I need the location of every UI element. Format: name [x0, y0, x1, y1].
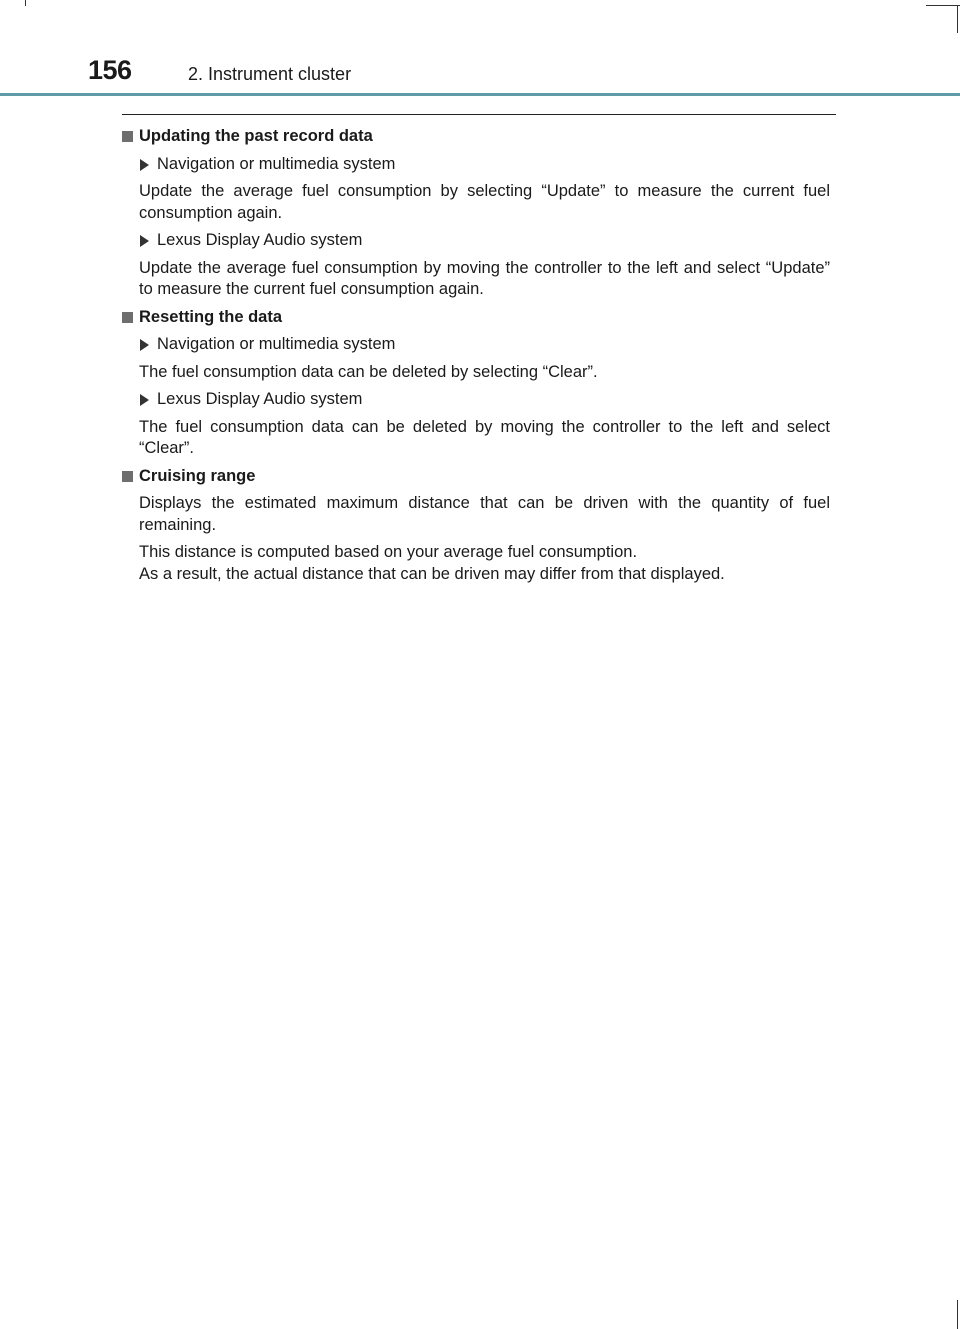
square-bullet-icon — [122, 131, 133, 142]
square-bullet-icon — [122, 471, 133, 482]
paragraph-line: As a result, the actual distance that can be driven may differ from that displayed. — [139, 564, 725, 583]
triangle-bullet-icon — [140, 235, 149, 247]
crop-mark-bottom-right-vertical — [957, 1300, 958, 1329]
subheading-navigation — [122, 154, 830, 176]
page-number: 156 — [88, 55, 132, 85]
section-heading-updating — [122, 126, 830, 148]
triangle-bullet-icon — [140, 339, 149, 351]
subheading-label: Lexus Display Audio system — [157, 390, 363, 408]
crop-mark-top-left-vertical — [25, 0, 26, 6]
section-heading-resetting — [122, 307, 830, 329]
paragraph: Update the average fuel consumption by moving the controller to the left and select “Update” to measure the current fuel consumption again. — [139, 258, 830, 298]
heading-label: Updating the past record data — [139, 127, 373, 145]
subheading-lexus-display-audio — [122, 389, 830, 411]
triangle-bullet-icon — [140, 159, 149, 171]
paragraph: The fuel consumption data can be deleted by moving the controller to the left and select “Clear”. — [139, 417, 830, 457]
paragraph: The fuel consumption data can be deleted by selecting “Clear”. — [139, 362, 598, 381]
square-bullet-icon — [122, 312, 133, 323]
subheading-label: Navigation or multimedia system — [157, 154, 396, 173]
subheading-lexus-display-audio — [122, 230, 830, 252]
heading-label: Resetting the data — [139, 307, 283, 326]
chapter-title: 2. Instrument cluster — [188, 64, 352, 84]
heading-label: Cruising range — [139, 466, 256, 485]
subheading-navigation — [122, 334, 830, 356]
paragraph: Update the average fuel consumption by selecting “Update” to measure the current fuel consumption again. — [139, 182, 830, 222]
section-divider — [122, 114, 836, 115]
section-heading-cruising-range — [122, 466, 830, 488]
paragraph: Displays the estimated maximum distance that can be driven with the quantity of fuel remaining. — [139, 494, 830, 534]
subheading-label: Lexus Display Audio system — [157, 231, 363, 249]
paragraph-line: This distance is computed based on your average fuel consumption. — [139, 543, 638, 561]
subheading-label: Navigation or multimedia system — [157, 335, 396, 353]
paragraph-computed-distance — [122, 542, 830, 585]
header-divider — [0, 93, 960, 96]
triangle-bullet-icon — [140, 394, 149, 406]
crop-mark-top-right-horizontal — [926, 5, 960, 6]
page-content — [122, 124, 830, 591]
crop-mark-top-right-vertical — [957, 5, 958, 33]
